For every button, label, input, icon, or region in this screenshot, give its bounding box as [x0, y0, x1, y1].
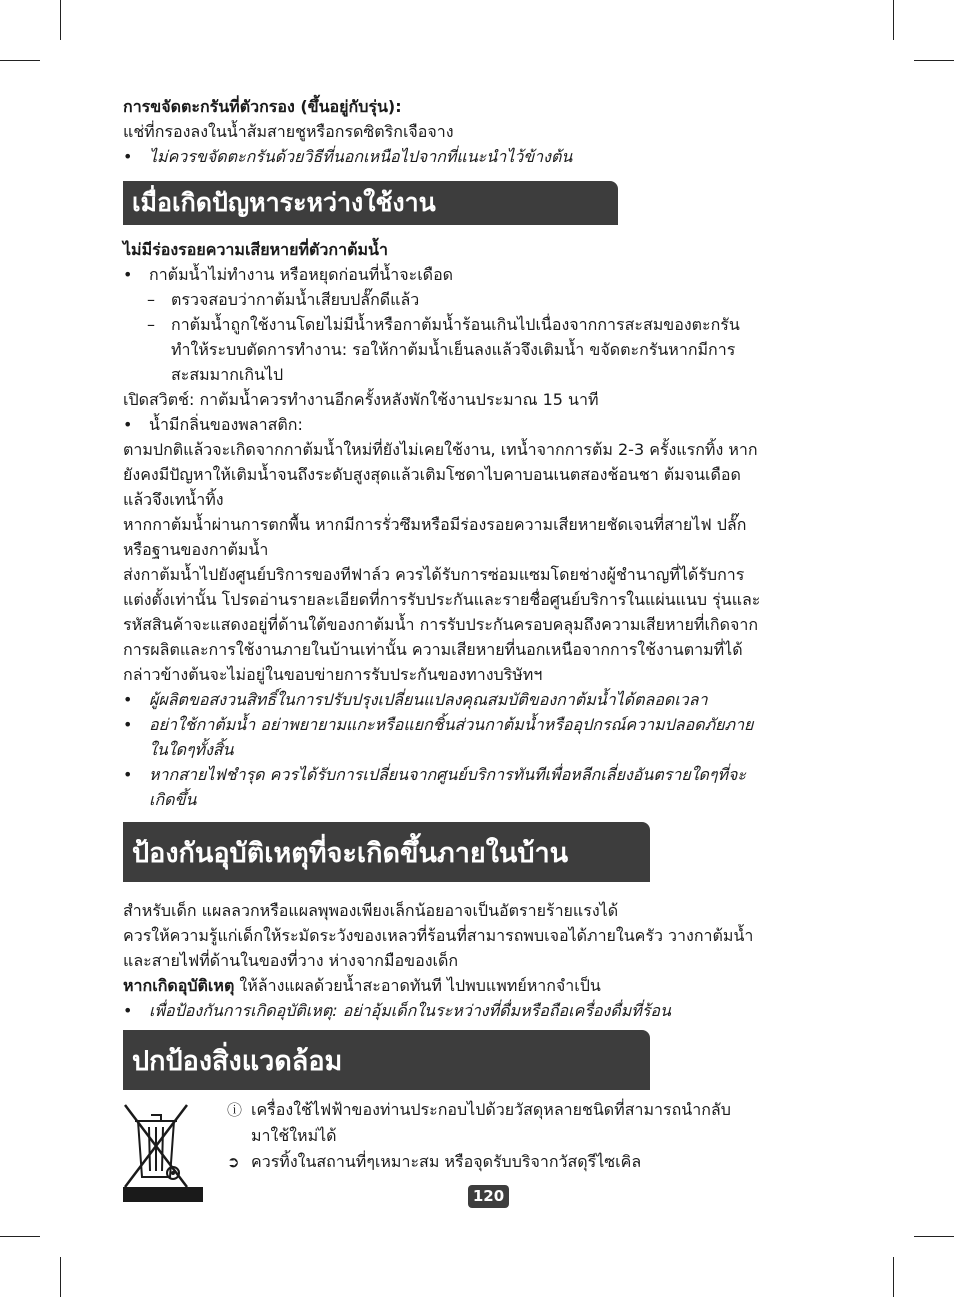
- cleaning-note: • ไม่ควรขจัดตะกรันด้วยวิธีที่นอกเหนือไปจากที่แนะนำไว้ข้างต้น: [123, 144, 863, 169]
- paragraph-line: กล่าวข้างต้นจะไม่อยู่ในขอบข่ายการรับประกันของทางบริษัทฯ: [123, 665, 543, 684]
- cleaning-body: แช่ที่กรองลงในน้ำส้มสายชูหรือกรดซิตริกเจือจาง: [123, 122, 454, 141]
- cleaning-heading: การขจัดตะกรันที่ตัวกรอง (ขึ้นอยู่กับรุ่น):: [123, 97, 402, 116]
- section-title-accident-prevention: ป้องกันอุบัติเหตุที่จะเกิดขึ้นภายในบ้าน: [123, 822, 650, 882]
- crop-mark: [914, 1236, 954, 1237]
- paragraph-line: หากกาต้มน้ำผ่านการตกพื้น หากมีการรั่วซึมหรือมีร่องรอยความเสียหายชัดเจนที่สายไฟ ปลั๊ก: [123, 515, 747, 534]
- paragraph-line: ยังคงมีปัญหาให้เติมน้ำจนถึงระดับสูงสุดแล้วเติมโซดาไบคาบอนเนตสองช้อนชา ต้มจนเดือด: [123, 465, 741, 484]
- accident-text: และสายไฟที่ด้านในของที่วาง ห่างจากมือของเด็ก: [123, 951, 459, 970]
- recyclable-line-cont: มาใช้ใหม่ได้: [251, 1126, 337, 1145]
- switch-on-text: เปิดสวิตช์: กาต้มน้ำควรทำงานอีกครั้งหลังพักใช้งานประมาณ 15 นาที: [123, 390, 599, 409]
- italic-bullet-cont: ในใดๆทั้งสิ้น: [149, 740, 234, 759]
- dash-overheat: – กาต้มน้ำถูกใช้งานโดยไม่มีน้ำหรือกาต้มน้ำร้อนเกินไปเนื่องจากการสะสมของตะกรัน: [123, 312, 863, 337]
- crop-mark: [893, 0, 894, 40]
- accident-first-aid: [123, 973, 863, 998]
- crossed-bin-icon: [123, 1103, 189, 1189]
- dash-check-plug: – ตรวจสอบว่ากาต้มน้ำเสียบปลั๊กดีแล้ว: [123, 287, 863, 312]
- dash-overheat-cont: สะสมมากเกินไป: [171, 365, 284, 384]
- crop-mark: [0, 60, 40, 61]
- disposal-text: ควรทิ้งในสถานที่ๆเหมาะสม หรือจุดรับบริจากวัสดุรีไซเคิล: [251, 1152, 642, 1171]
- disposal-line: [227, 1149, 731, 1175]
- info-circle-icon: ⓘ: [227, 1101, 243, 1119]
- crop-mark: [60, 1257, 61, 1297]
- subheading-no-damage: ไม่มีร่องรอยความเสียหายที่ตัวกาต้มน้ำ: [123, 240, 388, 259]
- crop-mark: [914, 60, 954, 61]
- environment-text: [227, 1097, 731, 1175]
- italic-bullet: • หากสายไฟชำรุด ควรได้รับการเปลี่ยนจากศูนย์บริการทันทีเพื่อหลีกเลี่ยงอันตรายใดๆที่จะ: [123, 762, 863, 787]
- section-title-environment: ปกป้องสิ่งแวดล้อม: [123, 1030, 650, 1090]
- page-number: 120: [468, 1185, 509, 1208]
- crop-mark: [60, 0, 61, 40]
- paragraph-line: ตามปกติแล้วจะเกิดจากกาต้มน้ำใหม่ที่ยังไม่เคยใช้งาน, เทน้ำจากการต้ม 2-3 ครั้งแรกทิ้ง หาก: [123, 440, 758, 459]
- italic-bullet: • ผู้ผลิตขอสงวนสิทธิ์ในการปรับปรุงเปลี่ยนแปลงคุณสมบัติของกาต้มน้ำได้ตลอดเวลา: [123, 687, 863, 712]
- dash-overheat-cont: ทำให้ระบบตัดการทำงาน: รอให้กาต้มน้ำเย็นลงแล้วจึงเติมน้ำ ขจัดตะกรันหากมีการ: [171, 340, 736, 359]
- page-content: [123, 94, 863, 1197]
- section-title-troubleshooting: เมื่อเกิดปัญหาระหว่างใช้งาน: [123, 181, 618, 225]
- bullet-plastic-smell: • น้ำมีกลิ่นของพลาสติก:: [123, 412, 863, 437]
- bullet-not-working: • กาต้มน้ำไม่ทำงาน หรือหยุดก่อนที่น้ำจะเดือด: [123, 262, 863, 287]
- arrow-right-icon: ➲: [227, 1153, 240, 1171]
- italic-bullet-cont: เกิดขึ้น: [149, 790, 197, 809]
- recyclable-text: เครื่องใช้ไฟฟ้าของท่านประกอบไปด้วยวัสดุหลายชนิดที่สามารถนำกลับ: [251, 1100, 731, 1119]
- accident-note: • เพื่อป้องกันการเกิดอุบัติเหตุ: อย่าอุ้มเด็กในระหว่างที่ดื่มหรือถือเครื่องดื่มที่ร้อน: [123, 998, 863, 1023]
- recyclable-line: [227, 1097, 731, 1123]
- paragraph-line: หรือฐานของกาต้มน้ำ: [123, 540, 269, 559]
- crop-mark: [0, 1236, 40, 1237]
- paragraph-line: แต่งตั้งเท่านั้น โปรดอ่านรายละเอียดที่การรับประกันและรายชื่อศูนย์บริการในแผ่นแนบ รุ่นและ: [123, 590, 761, 609]
- accident-text: ควรให้ความรู้แก่เด็กให้ระมัดระวังของเหลวที่ร้อนที่สามารถพบเจอได้ภายในครัว วางกาต้มน้ำ: [123, 926, 754, 945]
- accident-text: สำหรับเด็ก แผลลวกหรือแผลพุพองเพียงเล็กน้อยอาจเป็นอัตรายร้ายแรงได้: [123, 901, 619, 920]
- crop-mark: [893, 1257, 894, 1297]
- accident-first-aid-text: ให้ล้างแผลด้วยน้ำสะอาดทันที ไปพบแพทย์หากจำเป็น: [234, 976, 601, 995]
- environment-block: [123, 1097, 863, 1197]
- paragraph-line: รหัสสินค้าจะแสดงอยู่ที่ด้านใต้ของกาต้มน้ำ การรับประกันครอบคลุมถึงความเสียหายที่เกิดจาก: [123, 615, 759, 634]
- paragraph-line: ส่งกาต้มน้ำไปยังศูนย์บริการของทีฟาล์ว ควรได้รับการซ่อมแซมโดยช่างผู้ชำนาญที่ได้รับการ: [123, 565, 745, 584]
- paragraph-line: แล้วจึงเทน้ำทิ้ง: [123, 490, 224, 509]
- italic-bullet: • อย่าใช้กาต้มน้ำ อย่าพยายามแกะหรือแยกชิ้นส่วนกาต้มน้ำหรืออุปกรณ์ความปลอดภัยภาย: [123, 712, 863, 737]
- accident-bold-label: หากเกิดอุบัติเหตุ: [123, 976, 235, 995]
- footer-bar: [123, 1187, 203, 1202]
- paragraph-line: การผลิตและการใช้งานภายในบ้านเท่านั้น ความเสียหายที่นอกเหนือจากการใช้งานตามที่ได้: [123, 640, 743, 659]
